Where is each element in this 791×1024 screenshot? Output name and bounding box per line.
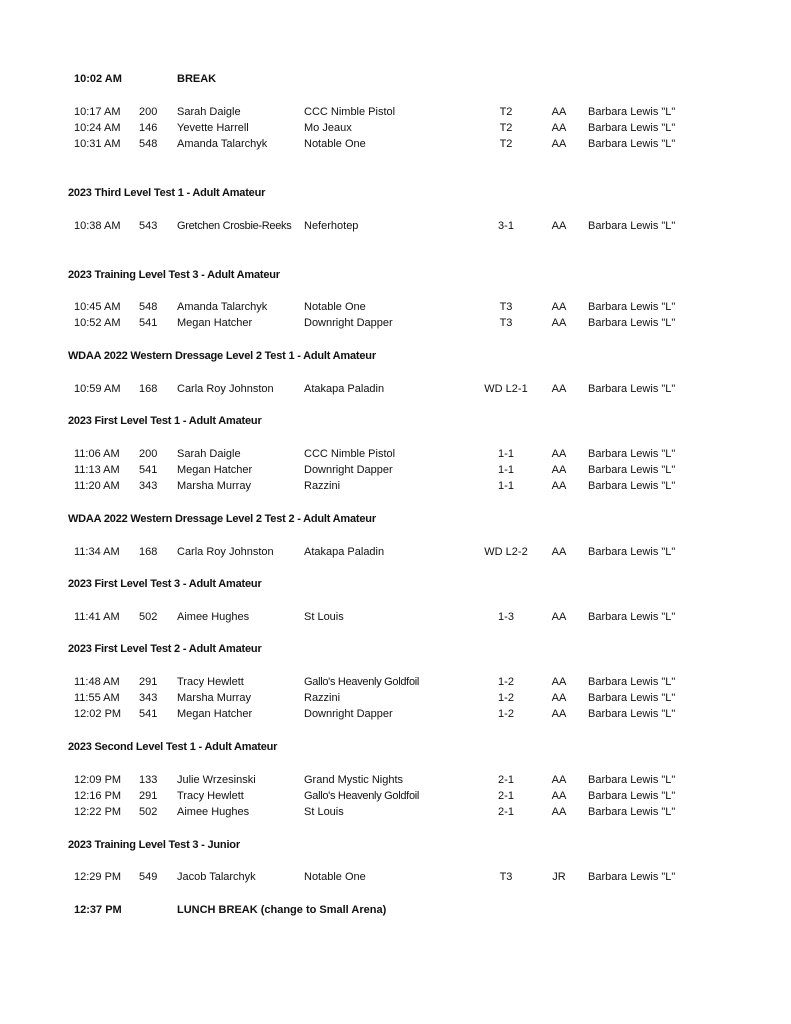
ride-time: 12:02 PM (74, 708, 122, 720)
division: AA (551, 464, 567, 476)
entry-row (0, 299, 791, 315)
test-code: WD L2-1 (484, 383, 528, 395)
ride-time: 12:09 PM (74, 774, 122, 786)
rider-name: Megan Hatcher (177, 464, 253, 476)
test-code: 1-2 (498, 676, 514, 688)
entry-number: 200 (139, 106, 158, 118)
horse-name: Neferhotep (304, 220, 359, 232)
division: AA (551, 448, 567, 460)
test-code: T2 (499, 122, 513, 134)
ride-time: 11:20 AM (74, 480, 120, 492)
rider-name: Carla Roy Johnston (177, 546, 274, 558)
entry-number: 168 (139, 383, 158, 395)
division: AA (551, 317, 567, 329)
entry-row (0, 136, 791, 152)
horse-name: Downright Dapper (304, 464, 393, 476)
horse-name: Notable One (304, 871, 366, 883)
class-heading: 2023 First Level Test 1 - Adult Amateur (68, 415, 262, 427)
division: AA (551, 138, 567, 150)
test-code: 2-1 (498, 806, 514, 818)
entry-row (0, 218, 791, 234)
division: AA (551, 301, 567, 313)
judge-name: Barbara Lewis "L" (588, 790, 676, 802)
entry-row (0, 788, 791, 804)
judge-name: Barbara Lewis "L" (588, 871, 676, 883)
ride-time: 11:48 AM (74, 676, 120, 688)
entry-number: 168 (139, 546, 158, 558)
entry-row (0, 674, 791, 690)
test-code: 1-2 (498, 692, 514, 704)
horse-name: Mo Jeaux (304, 122, 352, 134)
division: AA (551, 546, 567, 558)
ride-time: 11:06 AM (74, 448, 120, 460)
horse-name: St Louis (304, 611, 344, 623)
ride-time: 10:31 AM (74, 138, 121, 150)
ride-time: 10:59 AM (74, 383, 121, 395)
rider-name: Carla Roy Johnston (177, 383, 274, 395)
entry-row (0, 544, 791, 560)
break-time: 12:37 PM (74, 904, 122, 916)
rider-name: Tracy Hewlett (177, 676, 244, 688)
test-code: T3 (499, 301, 513, 313)
horse-name: Notable One (304, 138, 366, 150)
rider-name: Julie Wrzesinski (177, 774, 256, 786)
judge-name: Barbara Lewis "L" (588, 480, 676, 492)
test-code: 1-3 (498, 611, 514, 623)
division: AA (551, 220, 567, 232)
rider-name: Marsha Murray (177, 480, 251, 492)
test-code: WD L2-2 (484, 546, 528, 558)
entry-number: 543 (139, 220, 158, 232)
entry-number: 548 (139, 138, 158, 150)
class-heading: WDAA 2022 Western Dressage Level 2 Test 1 - Adult Amateur (68, 350, 376, 362)
rider-name: Gretchen Crosbie-Reeks (177, 220, 292, 232)
horse-name: Downright Dapper (304, 317, 393, 329)
entry-row (0, 706, 791, 722)
ride-time: 10:17 AM (74, 106, 121, 118)
entry-number: 502 (139, 611, 158, 623)
judge-name: Barbara Lewis "L" (588, 611, 676, 623)
class-heading: 2023 Training Level Test 3 - Adult Amateur (68, 269, 280, 281)
division: AA (551, 774, 567, 786)
ride-time: 10:45 AM (74, 301, 121, 313)
rider-name: Sarah Daigle (177, 448, 241, 460)
test-code: 2-1 (498, 774, 514, 786)
entry-number: 343 (139, 692, 158, 704)
ride-time: 10:38 AM (74, 220, 121, 232)
entry-row (0, 478, 791, 494)
judge-name: Barbara Lewis "L" (588, 301, 676, 313)
rider-name: Megan Hatcher (177, 708, 253, 720)
break-label: BREAK (177, 73, 217, 85)
entry-number: 541 (139, 317, 158, 329)
judge-name: Barbara Lewis "L" (588, 106, 676, 118)
entry-number: 502 (139, 806, 158, 818)
ride-time: 11:13 AM (74, 464, 120, 476)
judge-name: Barbara Lewis "L" (588, 448, 676, 460)
entry-row (0, 869, 791, 885)
test-code: 3-1 (498, 220, 514, 232)
judge-name: Barbara Lewis "L" (588, 676, 676, 688)
ride-time: 11:41 AM (74, 611, 120, 623)
horse-name: CCC Nimble Pistol (304, 106, 396, 118)
class-heading: 2023 Training Level Test 3 - Junior (68, 839, 240, 851)
entry-row (0, 804, 791, 820)
rider-name: Tracy Hewlett (177, 790, 244, 802)
rider-name: Aimee Hughes (177, 611, 250, 623)
rider-name: Jacob Talarchyk (177, 871, 256, 883)
break-time: 10:02 AM (74, 73, 122, 85)
entry-number: 291 (139, 676, 158, 688)
entry-row (0, 120, 791, 136)
entry-number: 343 (139, 480, 158, 492)
rider-name: Amanda Talarchyk (177, 138, 268, 150)
test-code: T3 (499, 317, 513, 329)
class-heading: WDAA 2022 Western Dressage Level 2 Test 2 - Adult Amateur (68, 513, 376, 525)
entry-number: 548 (139, 301, 158, 313)
judge-name: Barbara Lewis "L" (588, 708, 676, 720)
entry-row (0, 609, 791, 625)
entry-row (0, 690, 791, 706)
division: AA (551, 676, 567, 688)
judge-name: Barbara Lewis "L" (588, 692, 676, 704)
lunch-break-row (0, 902, 791, 918)
horse-name: St Louis (304, 806, 344, 818)
entry-row (0, 104, 791, 120)
judge-name: Barbara Lewis "L" (588, 774, 676, 786)
ride-time: 12:29 PM (74, 871, 122, 883)
judge-name: Barbara Lewis "L" (588, 317, 676, 329)
test-code: T2 (499, 138, 513, 150)
entry-number: 541 (139, 464, 158, 476)
test-code: 2-1 (498, 790, 514, 802)
entry-number: 133 (139, 774, 158, 786)
rider-name: Marsha Murray (177, 692, 251, 704)
division: AA (551, 611, 567, 623)
rider-name: Sarah Daigle (177, 106, 241, 118)
rider-name: Aimee Hughes (177, 806, 250, 818)
horse-name: Gallo's Heavenly Goldfoil (304, 790, 420, 802)
division: AA (551, 106, 567, 118)
ride-time: 10:52 AM (74, 317, 121, 329)
break-label: LUNCH BREAK (change to Small Arena) (177, 904, 387, 916)
rider-name: Yevette Harrell (177, 122, 249, 134)
ride-time: 11:55 AM (74, 692, 120, 704)
entry-row (0, 772, 791, 788)
ride-time: 12:16 PM (74, 790, 122, 802)
class-heading: 2023 First Level Test 2 - Adult Amateur (68, 643, 262, 655)
horse-name: Grand Mystic Nights (304, 774, 404, 786)
test-code: T3 (499, 871, 513, 883)
break-row (0, 71, 791, 87)
judge-name: Barbara Lewis "L" (588, 806, 676, 818)
entry-number: 200 (139, 448, 158, 460)
test-code: 1-1 (498, 480, 514, 492)
division: AA (551, 480, 567, 492)
test-code: 1-2 (498, 708, 514, 720)
judge-name: Barbara Lewis "L" (588, 546, 676, 558)
horse-name: Atakapa Paladin (304, 546, 385, 558)
horse-name: CCC Nimble Pistol (304, 448, 396, 460)
division: JR (552, 871, 566, 883)
entry-row (0, 381, 791, 397)
entry-number: 291 (139, 790, 158, 802)
ride-time: 10:24 AM (74, 122, 121, 134)
ride-time: 12:22 PM (74, 806, 122, 818)
horse-name: Gallo's Heavenly Goldfoil (304, 676, 420, 688)
division: AA (551, 708, 567, 720)
entry-number: 541 (139, 708, 158, 720)
entry-row (0, 462, 791, 478)
horse-name: Razzini (304, 480, 341, 492)
entry-number: 146 (139, 122, 158, 134)
test-code: T2 (499, 106, 513, 118)
test-code: 1-1 (498, 448, 514, 460)
judge-name: Barbara Lewis "L" (588, 122, 676, 134)
entry-row (0, 315, 791, 331)
class-heading: 2023 Second Level Test 1 - Adult Amateur (68, 741, 278, 753)
judge-name: Barbara Lewis "L" (588, 138, 676, 150)
entry-number: 549 (139, 871, 158, 883)
horse-name: Downright Dapper (304, 708, 393, 720)
division: AA (551, 692, 567, 704)
horse-name: Razzini (304, 692, 341, 704)
division: AA (551, 383, 567, 395)
division: AA (551, 790, 567, 802)
test-code: 1-1 (498, 464, 514, 476)
ride-time: 11:34 AM (74, 546, 120, 558)
horse-name: Notable One (304, 301, 366, 313)
judge-name: Barbara Lewis "L" (588, 383, 676, 395)
judge-name: Barbara Lewis "L" (588, 220, 676, 232)
class-heading: 2023 Third Level Test 1 - Adult Amateur (68, 187, 266, 199)
judge-name: Barbara Lewis "L" (588, 464, 676, 476)
horse-name: Atakapa Paladin (304, 383, 385, 395)
rider-name: Amanda Talarchyk (177, 301, 268, 313)
class-heading: 2023 First Level Test 3 - Adult Amateur (68, 578, 262, 590)
division: AA (551, 806, 567, 818)
rider-name: Megan Hatcher (177, 317, 253, 329)
division: AA (551, 122, 567, 134)
entry-row (0, 446, 791, 462)
